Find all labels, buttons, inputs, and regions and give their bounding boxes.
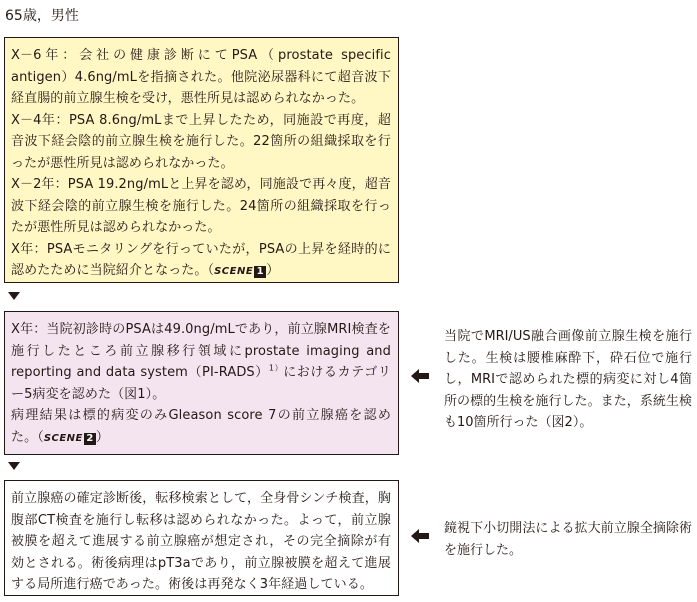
scene-number-badge: 2 — [84, 433, 96, 445]
history-paragraph-4 — [11, 239, 391, 283]
scene-label: SCENE — [43, 432, 83, 444]
patient-header: 65歳，男性 — [5, 8, 79, 24]
diagnosis-text-b: におけるカテゴリー5病変を認めた（図1）。 — [11, 365, 391, 402]
scene-number-badge: 1 — [254, 266, 266, 278]
triangle-down-icon — [8, 462, 20, 470]
biopsy-note: 当院でMRI/US融合画像前立腺生検を施行した。生検は腰椎麻酔下，砕石位で施行し，MRIで認められた標的病変に対し4箇所の標的生検を施行した。また，系統生検も10箇所行った（図2）。 — [444, 329, 692, 430]
diagnosis-box — [4, 311, 399, 455]
scene-close: ） — [95, 429, 109, 445]
reference-superscript: 1） — [268, 363, 284, 373]
history-paragraph-1: X－6年：会社の健康診断にてPSA（prostate specific antigen）4.6ng/mLを指摘された。他院泌尿器科にて超音波下経直腸的前立腺生検を受け，悪性所見は認められなかった。 — [11, 48, 391, 106]
arrow-left-icon — [411, 529, 429, 543]
treatment-paragraph: 前立腺癌の確定診断後，転移検索として，全身骨シンチ検査，胸腹部CT検査を施行し転移は認められなかった。よって，前立腺被膜を超えて進展する前立腺癌が想定され，その完全摘除が有効とされる。術後病理はpT3aであり，前立腺被膜を超えて進展する局所進行癌であった。術後は再発なく3年経過している。 — [11, 491, 391, 592]
history-paragraph-4-text: X年：PSAモニタリングを行っていたが，PSAの上昇を経時的に認めたために当院紹介となった。（ — [11, 241, 391, 278]
treatment-box — [4, 480, 399, 596]
surgery-note: 鏡視下小切開法による拡大前立腺全摘除術を施行した。 — [444, 521, 692, 558]
diagnosis-text-c: 病理結果は標的病変のみGleason score 7の前立腺癌を認めた。（ — [11, 408, 391, 445]
diagnosis-paragraph-2 — [11, 405, 391, 449]
diagnosis-text-a: X年：当院初診時のPSAは49.0ng/mLであり，前立腺MRI検査を施行したところ前立腺移行領域にprostate imaging and reporting and data system（PI-RADS） — [11, 322, 391, 380]
arrow-left-icon — [411, 369, 429, 383]
scene-label: SCENE — [214, 266, 254, 277]
diagnosis-paragraph-1 — [11, 319, 391, 405]
history-paragraph-2: X－4年：PSA 8.6ng/mLまで上昇したため，同施設で再度，超音波下経会陰的前立腺生検を施行した。22箇所の組織採取を行ったが悪性所見は認められなかった。 — [11, 112, 391, 171]
history-paragraph-3: X－2年：PSA 19.2ng/mLと上昇を認め，同施設で再々度，超音波下経会陰的前立腺生検を施行した。24箇所の組織採取を行ったが悪性所見は認められなかった。 — [11, 177, 391, 235]
history-box — [4, 37, 399, 283]
scene-close: ） — [266, 263, 280, 278]
triangle-down-icon — [8, 292, 20, 300]
